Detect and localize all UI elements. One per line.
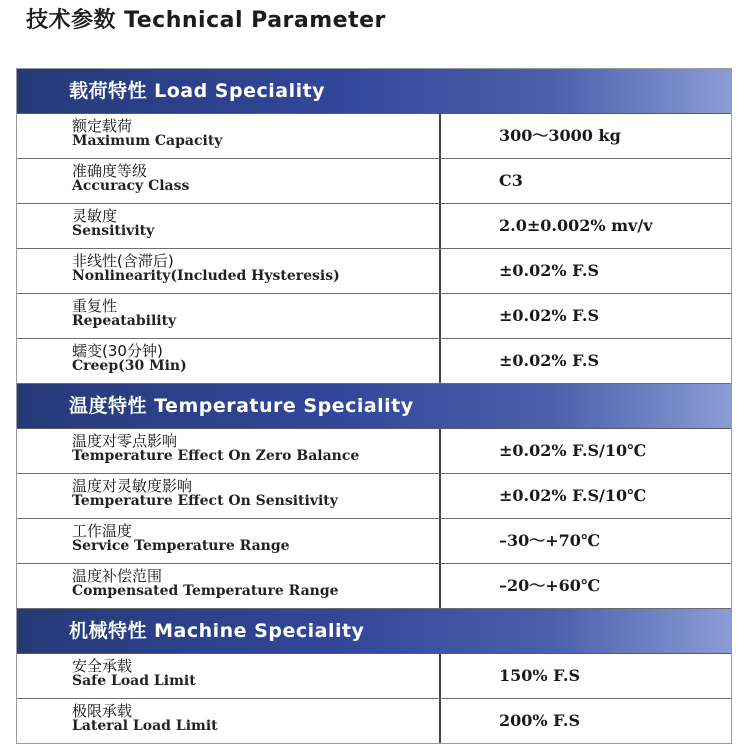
param-label (17, 474, 441, 518)
param-value: –30～+70℃ (499, 531, 601, 550)
param-value: ±0.02% F.S (499, 306, 600, 325)
section-header-machine: 机械特性 Machine Speciality (17, 609, 731, 654)
page-title: 技术参数 Technical Parameter (26, 8, 386, 33)
param-name-en: Service Temperature Range (72, 538, 290, 554)
param-name-zh: 灵敏度 (72, 207, 118, 225)
table-row (17, 654, 731, 699)
table-row (17, 474, 731, 519)
param-name-zh: 温度对零点影响 (72, 432, 178, 450)
param-name-en: Compensated Temperature Range (72, 583, 339, 599)
param-name-zh: 准确度等级 (72, 162, 148, 180)
param-name-zh: 重复性 (72, 297, 118, 315)
param-value: C3 (499, 171, 523, 190)
param-name-zh: 额定载荷 (72, 117, 133, 135)
section-header-temperature: 温度特性 Temperature Speciality (17, 384, 731, 429)
param-name-en: Nonlinearity(Included Hysteresis) (72, 268, 340, 284)
table-row (17, 339, 731, 384)
param-name-zh: 极限承载 (72, 702, 133, 720)
param-name-en: Temperature Effect On Sensitivity (72, 493, 338, 509)
table-row (17, 699, 731, 743)
param-label (17, 294, 441, 338)
param-value: ±0.02% F.S/10℃ (499, 441, 647, 460)
param-name-zh: 温度补偿范围 (72, 567, 163, 585)
param-value: 200% F.S (499, 711, 581, 730)
param-label (17, 114, 441, 158)
param-label (17, 204, 441, 248)
table-row (17, 159, 731, 204)
param-label (17, 564, 441, 608)
table-row (17, 249, 731, 294)
table-row (17, 519, 731, 564)
param-label (17, 249, 441, 293)
param-label (17, 519, 441, 563)
param-name-en: Temperature Effect On Zero Balance (72, 448, 360, 464)
table-row (17, 204, 731, 249)
param-value: 2.0±0.002% mv/v (499, 216, 653, 235)
table-row (17, 429, 731, 474)
table-row (17, 114, 731, 159)
param-name-en: Accuracy Class (72, 178, 190, 194)
param-name-en: Creep(30 Min) (72, 358, 187, 374)
param-value: 150% F.S (499, 666, 581, 685)
param-value: ±0.02% F.S (499, 351, 600, 370)
param-name-en: Maximum Capacity (72, 133, 223, 149)
param-label (17, 654, 441, 698)
param-label (17, 339, 441, 383)
param-value: ±0.02% F.S (499, 261, 600, 280)
parameter-table (16, 68, 732, 744)
param-value: ±0.02% F.S/10℃ (499, 486, 647, 505)
param-value: 300～3000 kg (499, 126, 621, 145)
param-name-en: Lateral Load Limit (72, 718, 218, 734)
param-value: –20～+60℃ (499, 576, 601, 595)
param-name-en: Sensitivity (72, 223, 155, 239)
param-name-en: Repeatability (72, 313, 177, 329)
param-label (17, 159, 441, 203)
param-name-zh: 非线性(含滞后) (72, 252, 174, 270)
param-name-zh: 温度对灵敏度影响 (72, 477, 193, 495)
param-name-zh: 安全承载 (72, 657, 133, 675)
table-row (17, 564, 731, 609)
section-header-load: 载荷特性 Load Speciality (17, 69, 731, 114)
param-name-en: Safe Load Limit (72, 673, 196, 689)
param-label (17, 429, 441, 473)
param-label (17, 699, 441, 743)
param-name-zh: 工作温度 (72, 522, 133, 540)
param-name-zh: 蠕变(30分钟) (72, 342, 163, 360)
table-row (17, 294, 731, 339)
